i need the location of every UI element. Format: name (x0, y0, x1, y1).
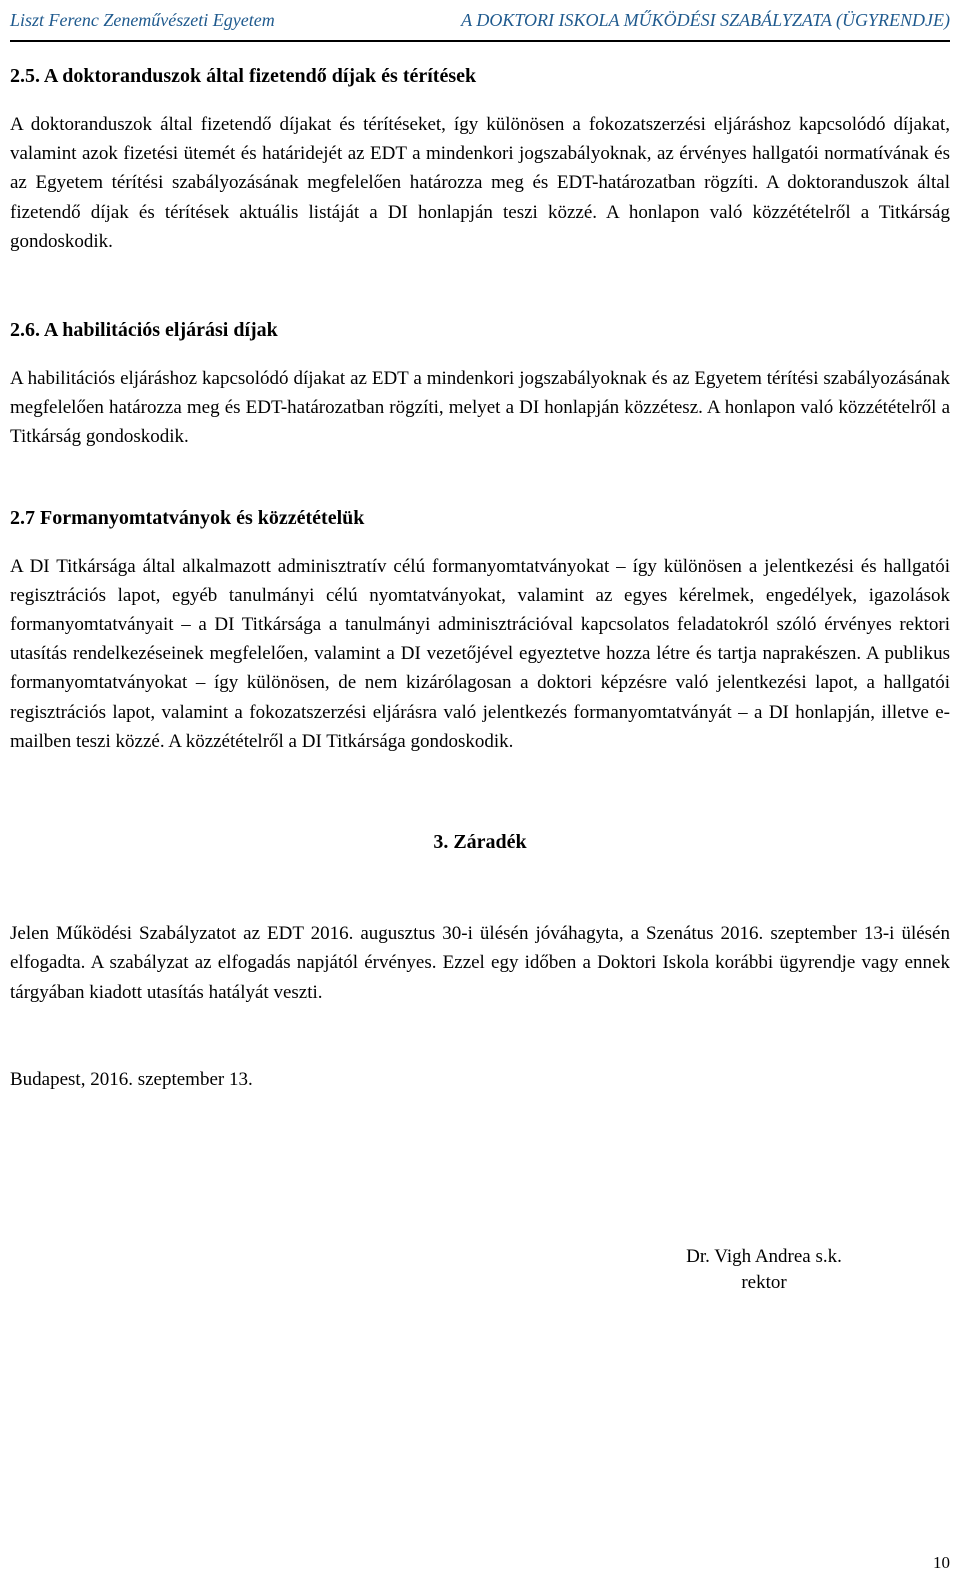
closing-text: Jelen Működési Szabályzatot az EDT 2016. augusztus 30-i ülésén jóváhagyta, a Szenátus 2016. szeptember 13-i ülésén elfogadta. A szabályzat az elfogadás napjától érvényes. Ezzel egy időben a Doktori Iskola korábbi ügyrendje vagy ennek tárgyában kiadott utasítás hatályát veszti. (10, 923, 950, 1003)
section-text-2-5: A doktoranduszok által fizetendő díjakat és térítéseket, így különösen a fokozatszerzési eljáráshoz kapcsolódó díjakat, valamint azok fizetési ütemét és határidejét az EDT a mindenkori jogszabályoknak, az érvényes hallgatói normatívának és az Egyetem térítési szabályozásának megfelelően határozza meg és EDT-határozatban rögzíti. A doktoranduszok által fizetendő díjak és térítések aktuális listáját a DI honlapján teszi közzé. A honlapon való közzétételről a Titkárság gondoskodik. (10, 114, 950, 252)
section-heading-2-5: 2.5. A doktoranduszok által fizetendő díjak és térítések (10, 65, 477, 87)
section-heading-2-6: 2.6. A habilitációs eljárási díjak (10, 319, 278, 342)
section-heading-2-7: 2.7 Formanyomtatványok és közzétételük (10, 506, 365, 529)
signature-name: Dr. Vigh Andrea s.k. (686, 1246, 842, 1267)
place-date: Budapest, 2016. szeptember 13. (10, 1068, 253, 1090)
section-text-2-6: A habilitációs eljáráshoz kapcsolódó díjakat az EDT a mindenkori jogszabályoknak és az Egyetem térítési szabályozásának megfelelően határozza meg és EDT-határozatban rögzíti, melyet a DI honlapján közzétesz. A honlapon való közzétételről a Titkárság gondoskodik. (10, 368, 950, 448)
header-document-title: A DOKTORI ISKOLA MŰKÖDÉSI SZABÁLYZATA (ÜGYRENDJE) (461, 10, 950, 30)
section-text-2-7: A DI Titkársága által alkalmazott adminisztratív célú formanyomtatványokat – így különösen a jelentkezési és hallgatói regisztrációs lapot, egyéb tanulmányi célú nyomtatványokat, valamint az egyes kérelmek, engedélyek, igazolások formanyomtatványait – a DI Titkársága a tanulmányi adminisztrációval kapcsolatos feladatokról szóló érvényes rektori utasítás rendelkezéseinek megfelelően, valamint a DI vezetőjével egyeztetve hozza létre és tartja naprakészen. A publikus formanyomtatványokat – így különösen, de nem kizárólagosan a doktori képzésre való jelentkezési lapot, a hallgatói regisztrációs lapot, valamint a fokozatszerzési eljárásra való jelentkezés formanyomtatványát – a DI honlapján, illetve e-mailben teszi közzé. A közzétételről a DI Titkársága gondoskodik. (10, 555, 950, 752)
closing-title: 3. Záradék (433, 831, 527, 854)
header-institution: Liszt Ferenc Zeneművészeti Egyetem (10, 10, 275, 30)
signature-title: rektor (741, 1272, 787, 1293)
page-header (10, 2, 950, 42)
signature-block (664, 1244, 864, 1296)
page-number: 10 (933, 1553, 950, 1572)
document-body (10, 60, 950, 1094)
